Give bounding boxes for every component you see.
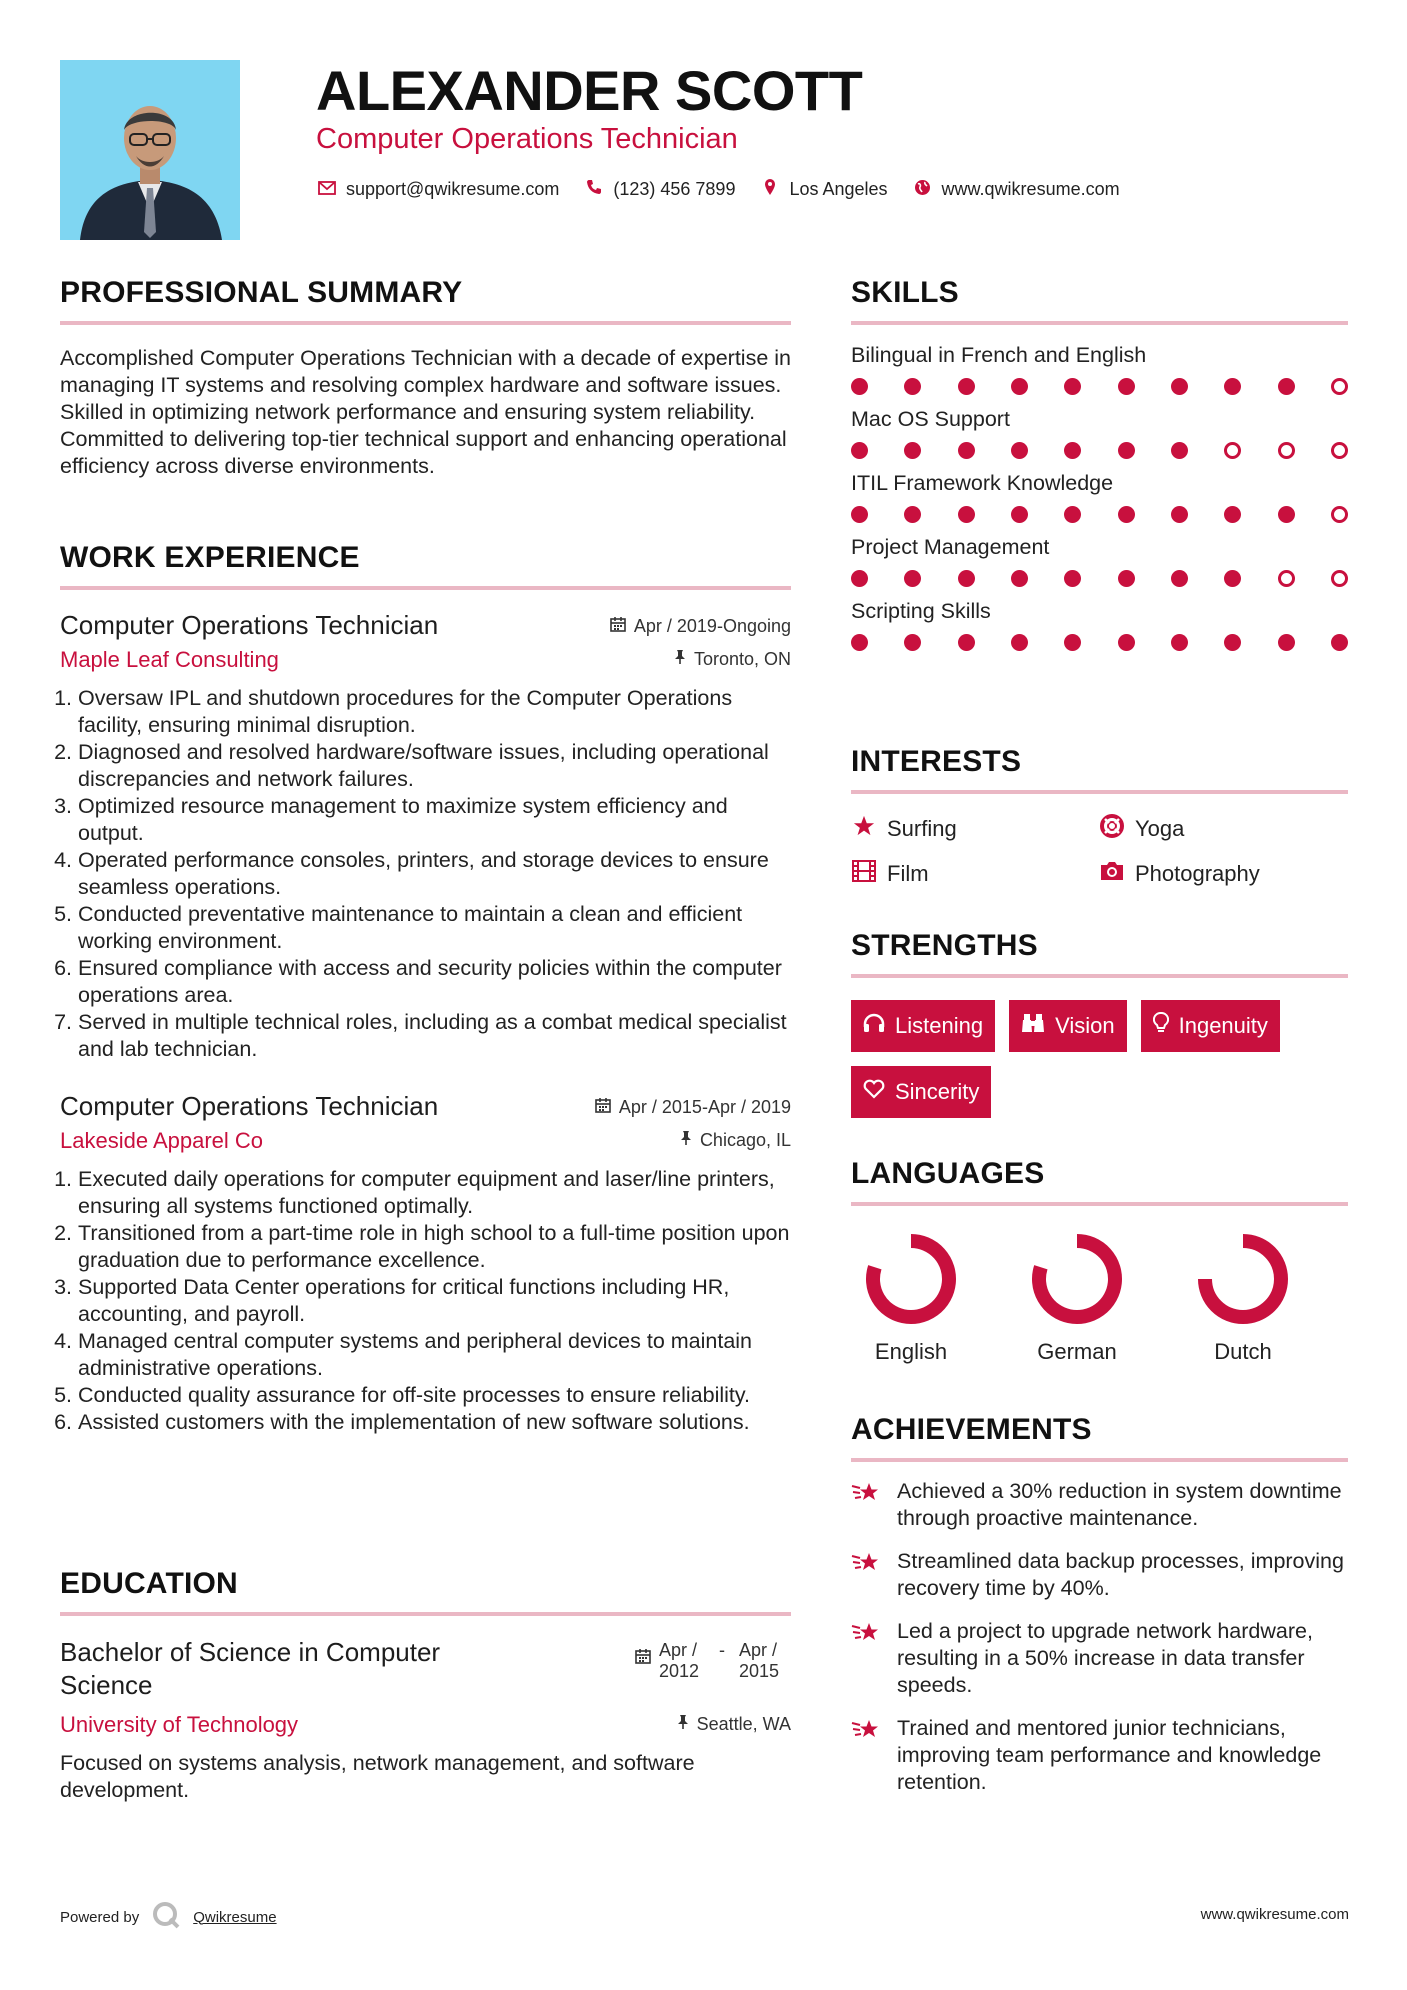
interest-item (1099, 860, 1347, 888)
achievement-text: Streamlined data backup processes, improving recovery time by 40%. (897, 1549, 1344, 1600)
education-location (677, 1714, 791, 1735)
rating-dot-filled (1278, 378, 1295, 395)
strength-tag (851, 1000, 995, 1052)
degree-title: Bachelor of Science in Computer Science (60, 1637, 441, 1700)
footer-powered-by (60, 1900, 277, 1934)
achievement-item (851, 1548, 1348, 1602)
candidate-name: ALEXANDER SCOTT (316, 59, 863, 122)
rating-dot-filled (1171, 442, 1188, 459)
rating-dot-filled (904, 378, 921, 395)
strengths-list (851, 1000, 1348, 1118)
contact-location (759, 178, 887, 201)
rating-dot-empty (1331, 442, 1348, 459)
languages-title: LANGUAGES (851, 1157, 1045, 1190)
summary-text: Accomplished Computer Operations Technician with a decade of expertise in managing IT systems and resolving complex hardware and software issues. Skilled in optimizing network performance and ensuring system reliability. Committed to delivering top-tier technical support and enhancing operational efficiency across diverse environments. (60, 346, 791, 478)
rating-dot-empty (1331, 570, 1348, 587)
achievements-title: ACHIEVEMENTS (851, 1413, 1092, 1446)
interest-item (1099, 814, 1347, 844)
candidate-role: Computer Operations Technician (316, 123, 738, 155)
powered-by-label: Powered by (60, 1908, 140, 1926)
education-section (60, 1567, 791, 1804)
job-location-text: Chicago, IL (699, 1130, 791, 1150)
rating-dot-filled (1171, 634, 1188, 651)
rating-dot-filled (1064, 506, 1081, 523)
pushpin-icon (674, 649, 686, 670)
contact-phone[interactable] (583, 179, 735, 200)
rating-dot-empty (1331, 378, 1348, 395)
achievement-item (851, 1715, 1348, 1796)
rating-dot-filled (1331, 634, 1348, 651)
strengths-title: STRENGTHS (851, 929, 1038, 962)
rating-dot-filled (851, 506, 868, 523)
achievement-text: Trained and mentored junior technicians, improving team performance and knowledge retention. (897, 1716, 1322, 1794)
education-title: EDUCATION (60, 1567, 238, 1600)
interest-item (851, 814, 1099, 844)
strength-label: Sincerity (895, 1079, 980, 1104)
shooting-star-icon (851, 1548, 885, 1602)
list-item: 2. Diagnosed and resolved hardware/software issues, including operational discrepancies and network failures. (78, 739, 791, 793)
languages-section (851, 1157, 1348, 1365)
list-item: 3. Optimized resource management to maximize system efficiency and output. (78, 793, 791, 847)
rating-dot-filled (1118, 378, 1135, 395)
skills-list (851, 343, 1348, 651)
list-item: 4. Operated performance consoles, printers, and storage devices to ensure seamless operations. (78, 847, 791, 901)
education-text: Focused on systems analysis, network management, and software development. (60, 1751, 695, 1802)
heart-icon (863, 1079, 885, 1105)
strength-tag (1141, 1000, 1280, 1052)
calendar-icon (595, 1097, 611, 1118)
list-item: 3. Supported Data Center operations for critical functions including HR, accounting, and payroll. (78, 1274, 791, 1328)
interest-label: Photography (1135, 861, 1260, 886)
strength-tag (1009, 1000, 1127, 1052)
rating-dot-filled (958, 378, 975, 395)
language-item (1189, 1231, 1297, 1365)
rating-dot-filled (904, 506, 921, 523)
section-divider (60, 586, 791, 590)
rating-dot-filled (1011, 570, 1028, 587)
list-item: 5. Conducted preventative maintenance to maintain a clean and efficient working environment. (78, 901, 791, 955)
skill-name: Bilingual in French and English (851, 343, 1147, 367)
rating-dot-filled (1118, 442, 1135, 459)
section-divider (851, 1458, 1348, 1462)
strength-label: Ingenuity (1178, 1013, 1268, 1038)
globe-icon (912, 179, 934, 201)
skill-rating (851, 442, 1348, 459)
interests-section (851, 745, 1348, 888)
rating-dot-filled (1278, 506, 1295, 523)
rating-dot-filled (1278, 634, 1295, 651)
interest-label: Film (887, 861, 929, 886)
section-divider (60, 321, 791, 325)
rating-dot-filled (851, 378, 868, 395)
section-divider (851, 1202, 1348, 1206)
date-separator: - (719, 1640, 725, 1660)
interests-list (851, 814, 1348, 888)
job-location (674, 649, 791, 670)
lightbulb-icon (1153, 1012, 1169, 1040)
email-text: support@qwikresume.com (346, 179, 560, 199)
rating-dot-filled (851, 570, 868, 587)
skill-rating (851, 570, 1348, 587)
rating-dot-empty (1224, 442, 1241, 459)
achievement-text: Led a project to upgrade network hardware, resulting in a 50% increase in data transfer speeds. (897, 1619, 1313, 1697)
rating-dot-filled (851, 442, 868, 459)
rating-dot-filled (1064, 570, 1081, 587)
job-title: Computer Operations Technician (60, 610, 439, 640)
rating-dot-filled (1118, 506, 1135, 523)
experience-section (60, 541, 791, 1436)
achievement-item (851, 1478, 1348, 1532)
film-icon (851, 860, 877, 888)
envelope-icon (316, 180, 338, 200)
location-text: Los Angeles (789, 179, 888, 199)
company-name: Lakeside Apparel Co (60, 1128, 264, 1153)
list-item: 7. Served in multiple technical roles, including as a combat medical specialist and lab technician. (78, 1009, 791, 1063)
qwikresume-logo-icon (151, 1900, 181, 1934)
list-item: 1. Executed daily operations for computer equipment and laser/line printers, ensuring all systems functioned optimally. (78, 1166, 791, 1220)
job-entry (60, 1091, 791, 1436)
language-gauge-arc (1039, 1241, 1115, 1317)
rating-dot-filled (1011, 442, 1028, 459)
education-end: Apr / 2015 (739, 1640, 780, 1681)
lifebuoy-icon (1099, 814, 1125, 844)
pushpin-icon (677, 1714, 689, 1735)
summary-title: PROFESSIONAL SUMMARY (60, 276, 463, 309)
skill-rating (851, 506, 1348, 523)
list-item: 6. Assisted customers with the implementation of new software solutions. (78, 1409, 791, 1436)
pushpin-icon (680, 1130, 692, 1151)
headphones-icon (863, 1013, 885, 1039)
rating-dot-filled (1171, 570, 1188, 587)
education-location-text: Seattle, WA (696, 1714, 791, 1734)
summary-section (60, 276, 791, 480)
phone-icon (583, 179, 605, 200)
achievements-section (851, 1413, 1348, 1796)
rating-dot-filled (1011, 634, 1028, 651)
phone-text: (123) 456 7899 (613, 179, 736, 199)
language-item (857, 1231, 965, 1365)
rating-dot-filled (1224, 506, 1241, 523)
school-name: University of Technology (60, 1712, 299, 1737)
job-title: Computer Operations Technician (60, 1091, 439, 1121)
skill-item (851, 407, 1348, 459)
language-name: English (874, 1339, 948, 1364)
rating-dot-filled (958, 442, 975, 459)
shooting-star-icon (851, 1618, 885, 1699)
achievement-text: Achieved a 30% reduction in system downtime through proactive maintenance. (897, 1479, 1342, 1530)
section-divider (851, 974, 1348, 978)
language-gauge (863, 1231, 959, 1327)
list-item: 5. Conducted quality assurance for off-site processes to ensure reliability. (78, 1382, 791, 1409)
section-divider (851, 790, 1348, 794)
interest-label: Surfing (887, 816, 957, 841)
achievements-list (851, 1478, 1348, 1796)
job-dates-text: Apr / 2019-Ongoing (633, 616, 791, 636)
star-icon (851, 815, 877, 843)
calendar-icon (635, 1640, 651, 1669)
language-gauge-arc (1205, 1241, 1281, 1317)
skill-name: Scripting Skills (851, 599, 991, 623)
rating-dot-filled (1011, 378, 1028, 395)
rating-dot-filled (851, 634, 868, 651)
skill-rating (851, 634, 1348, 651)
map-pin-icon (759, 178, 781, 201)
rating-dot-empty (1278, 442, 1295, 459)
list-item: 2. Transitioned from a part-time role in high school to a full-time position upon graduation due to performance excellence. (78, 1220, 791, 1274)
rating-dot-filled (1224, 378, 1241, 395)
rating-dot-filled (1011, 506, 1028, 523)
section-divider (60, 1612, 791, 1616)
job-entry (60, 610, 791, 1063)
skill-rating (851, 378, 1348, 395)
rating-dot-filled (904, 570, 921, 587)
rating-dot-filled (1224, 634, 1241, 651)
languages-list (851, 1231, 1348, 1365)
interest-label: Yoga (1135, 816, 1185, 841)
language-gauge (1195, 1231, 1291, 1327)
language-name: Dutch (1214, 1339, 1272, 1364)
experience-title: WORK EXPERIENCE (60, 541, 360, 574)
interest-item (851, 860, 1099, 888)
job-dates-text: Apr / 2015-Apr / 2019 (618, 1097, 791, 1117)
company-name: Maple Leaf Consulting (60, 647, 279, 672)
job-dates (595, 1097, 791, 1118)
rating-dot-filled (958, 506, 975, 523)
skill-name: ITIL Framework Knowledge (851, 471, 1114, 495)
language-gauge-arc (873, 1241, 949, 1317)
avatar (60, 60, 240, 240)
strength-tag (851, 1066, 991, 1118)
skill-name: Mac OS Support (851, 407, 1010, 431)
skill-item (851, 599, 1348, 651)
rating-dot-filled (1064, 378, 1081, 395)
contact-website[interactable] (912, 179, 1120, 201)
education-start: Apr / 2012 (659, 1640, 700, 1681)
list-item: 6. Ensured compliance with access and security policies within the computer operations area. (78, 955, 791, 1009)
job-location-text: Toronto, ON (693, 649, 791, 669)
website-text: www.qwikresume.com (941, 179, 1120, 199)
list-item: 1. Oversaw IPL and shutdown procedures for the Computer Operations facility, ensuring minimal disruption. (78, 685, 791, 739)
rating-dot-filled (1064, 442, 1081, 459)
rating-dot-filled (1171, 506, 1188, 523)
job-dates (610, 616, 791, 637)
interests-title: INTERESTS (851, 745, 1022, 778)
achievement-item (851, 1618, 1348, 1699)
rating-dot-filled (958, 634, 975, 651)
rating-dot-filled (1064, 634, 1081, 651)
rating-dot-filled (1118, 634, 1135, 651)
contact-bar (316, 178, 1134, 201)
strengths-section (851, 929, 1348, 1118)
education-dates (635, 1640, 791, 1682)
skills-section (851, 276, 1348, 663)
strength-label: Vision (1055, 1013, 1115, 1038)
duties-list (60, 1166, 791, 1436)
skill-item (851, 535, 1348, 587)
skill-item (851, 343, 1348, 395)
skills-title: SKILLS (851, 276, 959, 309)
footer-website[interactable]: www.qwikresume.com (1200, 1906, 1349, 1923)
job-location (680, 1130, 791, 1151)
rating-dot-filled (1171, 378, 1188, 395)
rating-dot-empty (1331, 506, 1348, 523)
profile-photo (60, 60, 240, 240)
section-divider (851, 321, 1348, 325)
duties-list (60, 685, 791, 1063)
rating-dot-filled (904, 442, 921, 459)
language-name: German (1037, 1339, 1117, 1364)
rating-dot-filled (958, 570, 975, 587)
strength-label: Listening (895, 1013, 984, 1038)
camera-icon (1099, 860, 1125, 888)
qwikresume-link[interactable]: Qwikresume (193, 1908, 277, 1926)
calendar-icon (610, 616, 626, 637)
binoculars-icon (1021, 1013, 1045, 1039)
rating-dot-filled (904, 634, 921, 651)
list-item: 4. Managed central computer systems and peripheral devices to maintain administrative operations. (78, 1328, 791, 1382)
rating-dot-filled (1224, 570, 1241, 587)
contact-email[interactable] (316, 179, 559, 200)
language-item (1023, 1231, 1131, 1365)
shooting-star-icon (851, 1478, 885, 1532)
skill-name: Project Management (851, 535, 1050, 559)
rating-dot-filled (1118, 570, 1135, 587)
rating-dot-empty (1278, 570, 1295, 587)
language-gauge (1029, 1231, 1125, 1327)
shooting-star-icon (851, 1715, 885, 1796)
skill-item (851, 471, 1348, 523)
